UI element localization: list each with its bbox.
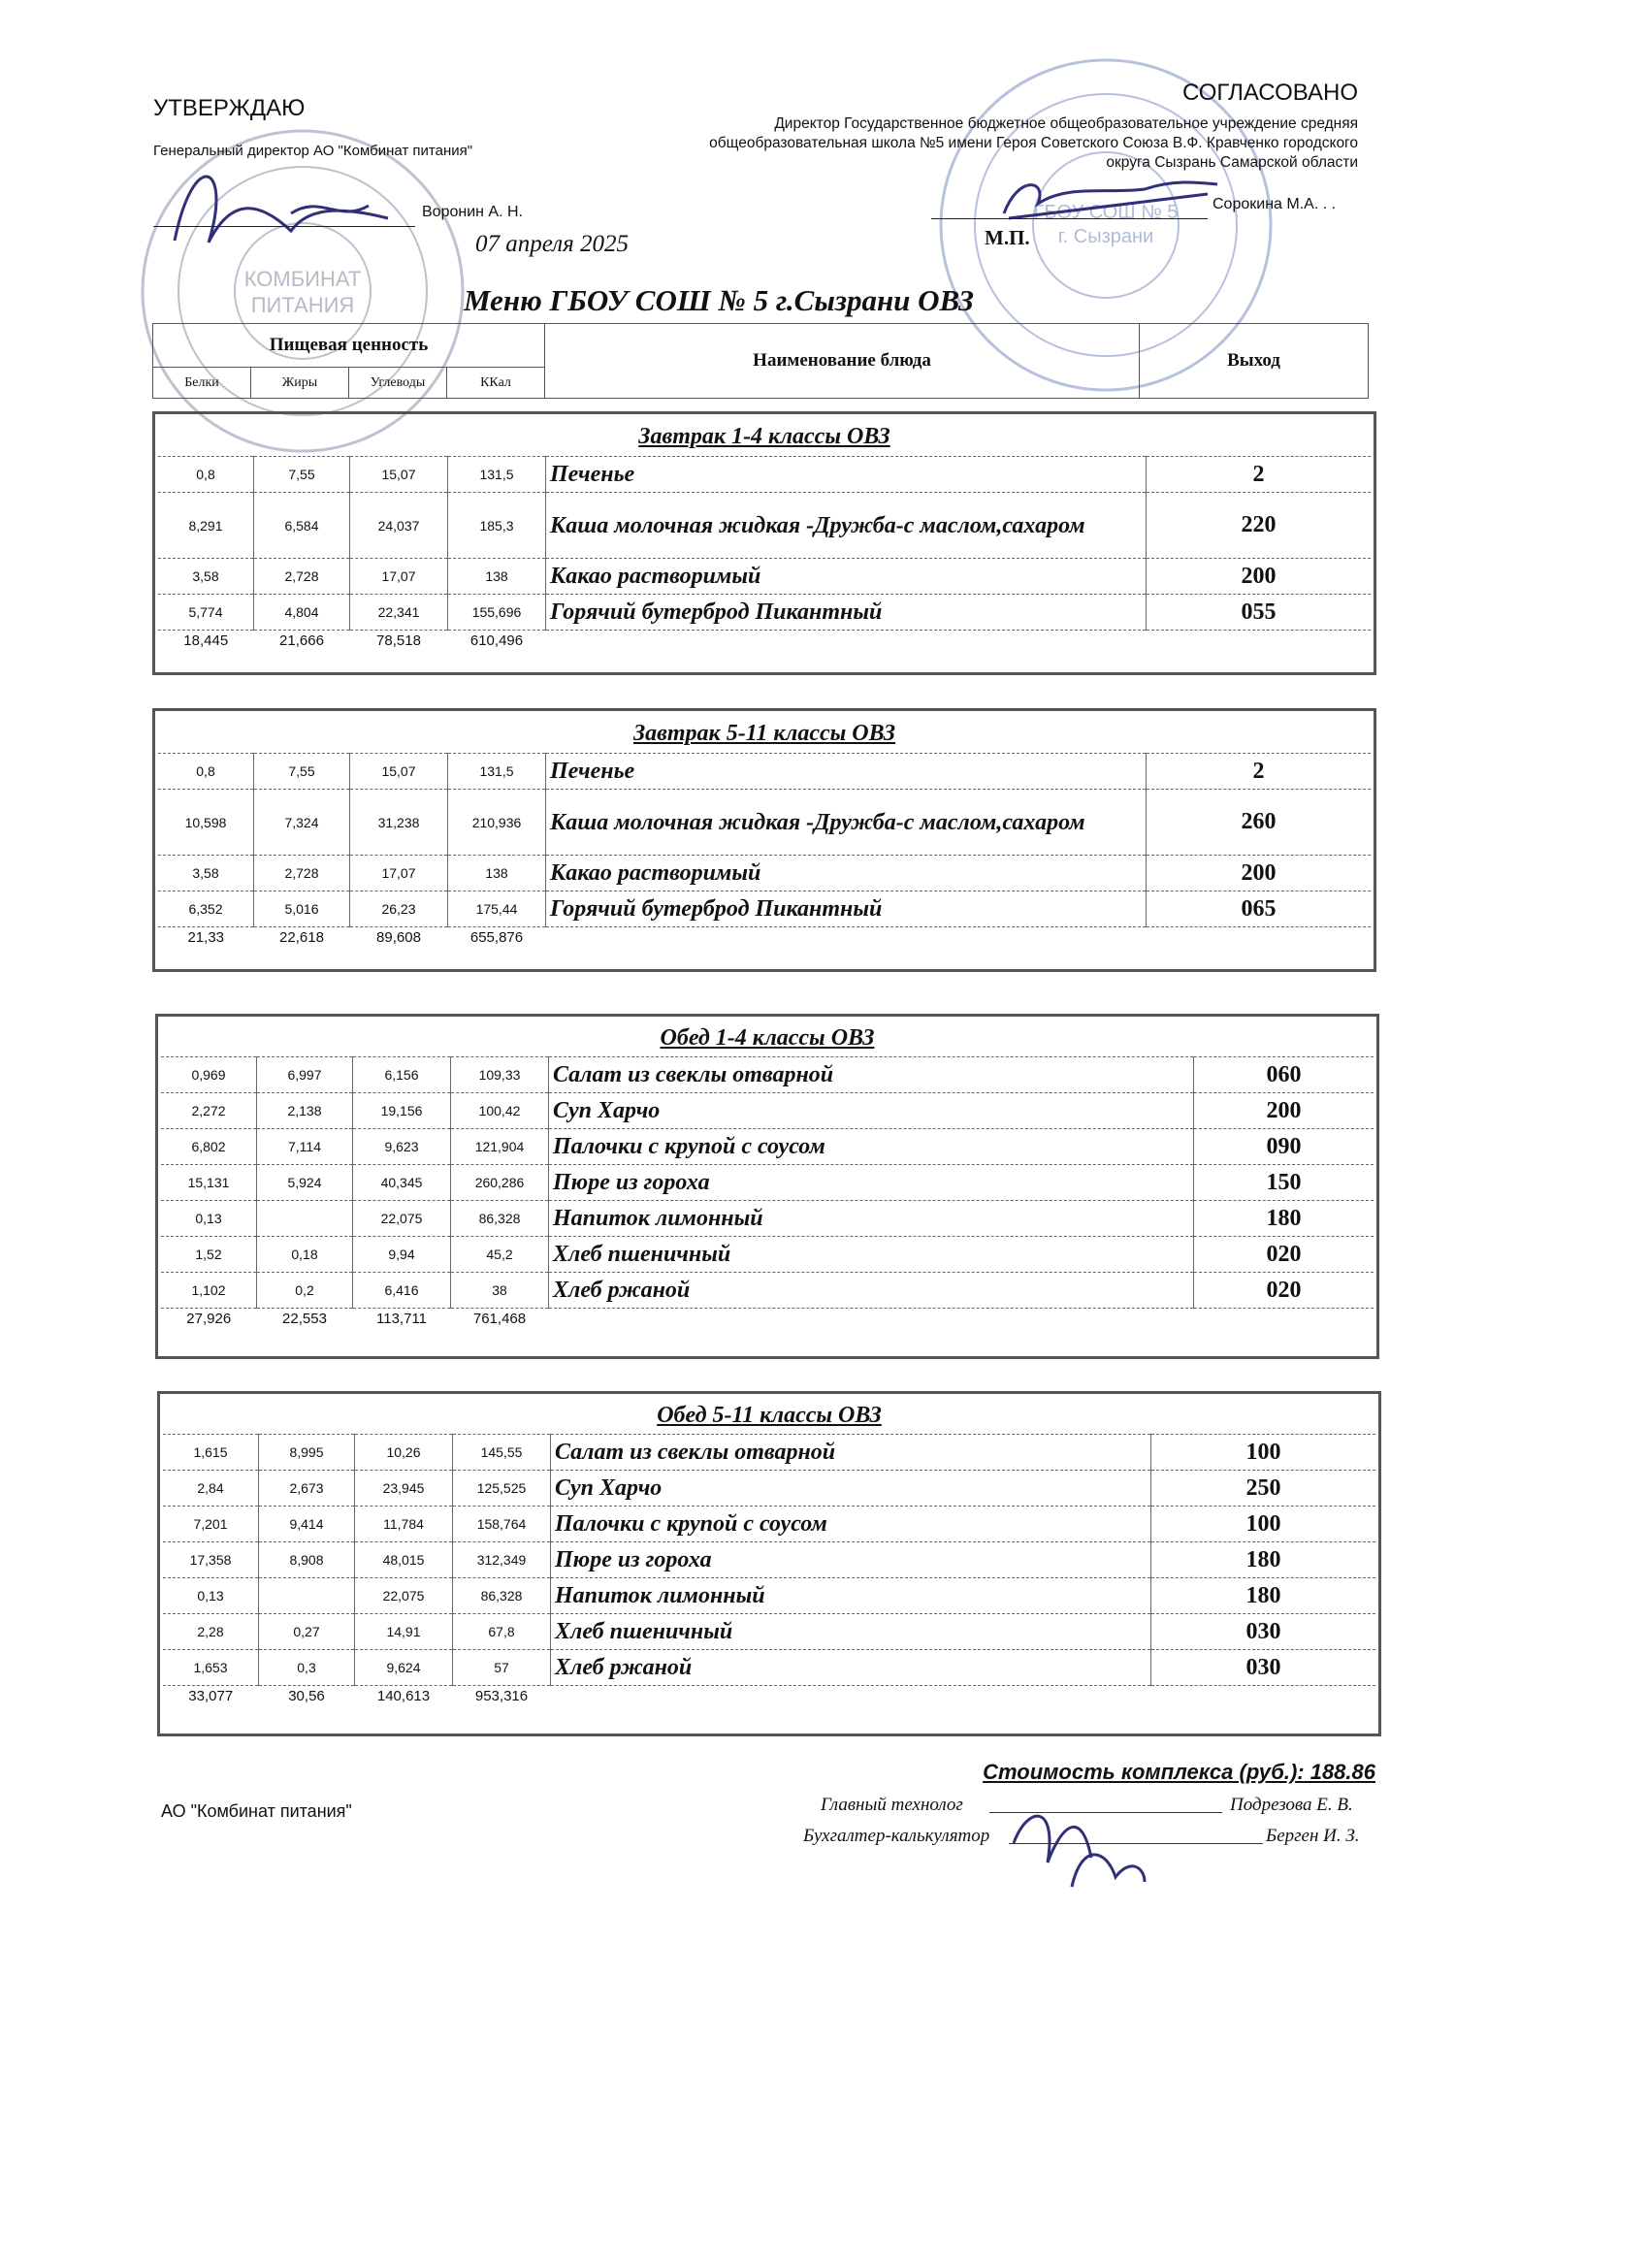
fat-cell: 9,414	[259, 1507, 355, 1542]
total-kcal: 761,468	[472, 1311, 527, 1328]
chief-technologist-label: Главный технолог	[821, 1795, 963, 1815]
output-cell: 220	[1147, 493, 1372, 559]
kcal-cell: 86,328	[453, 1578, 551, 1614]
table-row	[163, 1435, 1375, 1471]
dish-cell: Горячий бутерброд Пикантный	[546, 595, 1147, 631]
protein-cell: 8,291	[158, 493, 254, 559]
section-table	[163, 1397, 1375, 1707]
dish-cell: Хлеб пшеничный	[551, 1614, 1151, 1650]
carbs-cell: 6,156	[353, 1057, 451, 1093]
kcal-cell: 138	[448, 559, 546, 595]
output-cell: 060	[1194, 1057, 1374, 1093]
agree-title: СОГЛАСОВАНО	[1181, 80, 1358, 106]
table-row	[163, 1542, 1375, 1578]
carbs-cell: 48,015	[355, 1542, 453, 1578]
protein-cell: 2,28	[163, 1614, 259, 1650]
fat-cell: 7,55	[254, 457, 350, 493]
table-row	[161, 1273, 1374, 1309]
complex-cost: Стоимость комплекса (руб.): 188.86	[983, 1760, 1375, 1784]
approve-signature-line	[153, 226, 415, 227]
output-cell: 180	[1151, 1542, 1376, 1578]
total-protein: 18,445	[183, 632, 229, 650]
dish-cell: Палочки с крупой с соусом	[551, 1507, 1151, 1542]
svg-text:ГБОУ СОШ № 5: ГБОУ СОШ № 5	[1033, 202, 1179, 223]
output-cell: 260	[1147, 790, 1372, 856]
kcal-cell: 38	[451, 1273, 549, 1309]
approve-title: УТВЕРЖДАЮ	[153, 95, 306, 121]
carbs-cell: 22,075	[353, 1201, 451, 1237]
section-title: Завтрак 1-4 классы ОВЗ	[158, 417, 1371, 457]
protein-cell: 1,52	[161, 1237, 257, 1273]
dish-cell: Горячий бутерброд Пикантный	[546, 891, 1147, 927]
output-cell: 030	[1151, 1650, 1376, 1686]
carbs-cell: 17,07	[350, 559, 448, 595]
fat-cell: 2,673	[259, 1471, 355, 1507]
table-row	[158, 891, 1371, 927]
svg-text:КОМБИНАТ: КОМБИНАТ	[243, 267, 362, 291]
output-cell: 100	[1151, 1435, 1376, 1471]
fat-cell: 4,804	[254, 595, 350, 631]
table-row	[163, 1507, 1375, 1542]
agree-position: Директор Государственное бюджетное общеобразовательное учреждение средняя общеобразовательная школа №5 имени Героя Советского Союза В.Ф. Кравченко городского округа Сызрань Самарской области	[709, 115, 1358, 171]
fat-cell: 8,908	[259, 1542, 355, 1578]
director-signature	[175, 177, 388, 243]
table-row	[158, 457, 1371, 493]
total-protein: 33,077	[188, 1688, 234, 1705]
kcal-cell: 175,44	[448, 891, 546, 927]
carbs-cell: 31,238	[350, 790, 448, 856]
output-cell: 2	[1147, 457, 1372, 493]
accountant-label: Бухгалтер-калькулятор	[803, 1826, 990, 1846]
kcal-cell: 260,286	[451, 1165, 549, 1201]
dish-cell: Хлеб ржаной	[549, 1273, 1194, 1309]
carbs-cell: 22,341	[350, 595, 448, 631]
kcal-cell: 131,5	[448, 457, 546, 493]
section-lunch-5-11	[157, 1391, 1381, 1736]
left-stamp	[143, 131, 463, 451]
protein-cell: 0,969	[161, 1057, 257, 1093]
fat-cell: 7,324	[254, 790, 350, 856]
total-fat: 22,618	[279, 929, 324, 947]
kcal-cell: 100,42	[451, 1093, 549, 1129]
output-cell: 100	[1151, 1507, 1376, 1542]
accountant-line	[1009, 1843, 1263, 1844]
output-cell: 030	[1151, 1614, 1376, 1650]
output-cell: 200	[1194, 1093, 1374, 1129]
carbs-cell: 11,784	[355, 1507, 453, 1542]
approve-name: Воронин А. Н.	[422, 204, 523, 220]
dish-cell: Печенье	[546, 754, 1147, 790]
kcal-cell: 158,764	[453, 1507, 551, 1542]
nutrition-header: Пищевая ценность	[153, 324, 545, 368]
table-row	[163, 1578, 1375, 1614]
total-carbs: 113,711	[376, 1311, 427, 1328]
carbs-cell: 6,416	[353, 1273, 451, 1309]
section-title: Завтрак 5-11 классы ОВЗ	[158, 714, 1371, 754]
kcal-cell: 131,5	[448, 754, 546, 790]
kcal-cell: 86,328	[451, 1201, 549, 1237]
carbs-cell: 17,07	[350, 856, 448, 891]
section-table	[161, 1020, 1374, 1330]
total-kcal: 610,496	[469, 632, 524, 650]
total-protein: 27,926	[186, 1311, 232, 1328]
table-row	[158, 754, 1371, 790]
agree-signature-line	[931, 218, 1208, 219]
carbs-cell: 24,037	[350, 493, 448, 559]
output-cell: 090	[1194, 1129, 1374, 1165]
carbs-cell: 10,26	[355, 1435, 453, 1471]
total-carbs: 89,608	[376, 929, 421, 947]
kcal-cell: 45,2	[451, 1237, 549, 1273]
section-lunch-1-4	[155, 1014, 1379, 1359]
output-header: Выход	[1140, 324, 1369, 399]
svg-text:г. Сызрани: г. Сызрани	[1057, 226, 1154, 247]
dish-cell: Хлеб пшеничный	[549, 1237, 1194, 1273]
svg-text:ПИТАНИЯ: ПИТАНИЯ	[250, 293, 355, 317]
fat-cell: 0,3	[259, 1650, 355, 1686]
carbs-cell: 40,345	[353, 1165, 451, 1201]
fat-cell: 6,584	[254, 493, 350, 559]
kcal-cell: 138	[448, 856, 546, 891]
protein-cell: 2,84	[163, 1471, 259, 1507]
fat-cell: 0,27	[259, 1614, 355, 1650]
table-row	[161, 1129, 1374, 1165]
fat-cell: 2,138	[257, 1093, 353, 1129]
carbs-cell: 22,075	[355, 1578, 453, 1614]
fat-cell	[259, 1578, 355, 1614]
carbs-cell: 14,91	[355, 1614, 453, 1650]
kcal-cell: 67,8	[453, 1614, 551, 1650]
dish-cell: Напиток лимонный	[551, 1578, 1151, 1614]
protein-cell: 15,131	[161, 1165, 257, 1201]
carbs-cell: 15,07	[350, 754, 448, 790]
footer-signatures	[1014, 1816, 1145, 1887]
dish-cell: Пюре из гороха	[549, 1165, 1194, 1201]
total-row	[158, 631, 1371, 652]
kcal-cell: 185,3	[448, 493, 546, 559]
kcal-cell: 125,525	[453, 1471, 551, 1507]
protein-cell: 1,102	[161, 1273, 257, 1309]
table-row	[158, 595, 1371, 631]
fat-cell: 5,016	[254, 891, 350, 927]
output-cell: 020	[1194, 1273, 1374, 1309]
protein-cell: 0,13	[161, 1201, 257, 1237]
table-row	[163, 1471, 1375, 1507]
kcal-header: ККал	[447, 368, 545, 399]
table-row	[158, 559, 1371, 595]
carbs-cell: 26,23	[350, 891, 448, 927]
total-row	[163, 1686, 1375, 1707]
table-row	[163, 1650, 1375, 1686]
total-fat: 21,666	[279, 632, 324, 650]
dish-cell: Салат из свеклы отварной	[551, 1435, 1151, 1471]
total-carbs: 140,613	[376, 1688, 431, 1705]
total-fat: 22,553	[282, 1311, 327, 1328]
protein-cell: 0,13	[163, 1578, 259, 1614]
carbs-cell: 19,156	[353, 1093, 451, 1129]
total-kcal: 655,876	[469, 929, 524, 947]
table-row	[158, 790, 1371, 856]
approve-position: Генеральный директор АО "Комбинат питания"	[153, 143, 473, 159]
section-table	[158, 417, 1371, 652]
dish-cell: Какао растворимый	[546, 559, 1147, 595]
output-cell: 020	[1194, 1237, 1374, 1273]
fat-cell: 7,55	[254, 754, 350, 790]
fat-cell: 8,995	[259, 1435, 355, 1471]
kcal-cell: 121,904	[451, 1129, 549, 1165]
section-table	[158, 714, 1371, 949]
output-cell: 200	[1147, 856, 1372, 891]
protein-cell: 3,58	[158, 559, 254, 595]
kcal-cell: 145,55	[453, 1435, 551, 1471]
protein-cell: 2,272	[161, 1093, 257, 1129]
table-row	[158, 856, 1371, 891]
dish-cell: Каша молочная жидкая -Дружба-с маслом,сахаром	[546, 493, 1147, 559]
dish-cell: Напиток лимонный	[549, 1201, 1194, 1237]
output-cell: 180	[1151, 1578, 1376, 1614]
fat-cell: 6,997	[257, 1057, 353, 1093]
carbs-cell: 9,624	[355, 1650, 453, 1686]
dish-cell: Какао растворимый	[546, 856, 1147, 891]
output-cell: 150	[1194, 1165, 1374, 1201]
protein-cell: 1,615	[163, 1435, 259, 1471]
table-row	[161, 1237, 1374, 1273]
dish-cell: Суп Харчо	[551, 1471, 1151, 1507]
carbs-cell: 9,623	[353, 1129, 451, 1165]
fat-cell: 2,728	[254, 856, 350, 891]
protein-cell: 7,201	[163, 1507, 259, 1542]
carbs-cell: 23,945	[355, 1471, 453, 1507]
protein-cell: 10,598	[158, 790, 254, 856]
protein-cell: 17,358	[163, 1542, 259, 1578]
output-cell: 200	[1147, 559, 1372, 595]
dish-cell: Хлеб ржаной	[551, 1650, 1151, 1686]
kcal-cell: 312,349	[453, 1542, 551, 1578]
fat-cell: 5,924	[257, 1165, 353, 1201]
dish-cell: Салат из свеклы отварной	[549, 1057, 1194, 1093]
protein-cell: 6,802	[161, 1129, 257, 1165]
output-cell: 180	[1194, 1201, 1374, 1237]
protein-cell: 5,774	[158, 595, 254, 631]
carbs-cell: 15,07	[350, 457, 448, 493]
dish-header: Наименование блюда	[545, 324, 1140, 399]
total-row	[158, 927, 1371, 949]
total-fat: 30,56	[288, 1688, 325, 1705]
section-title: Обед 5-11 классы ОВЗ	[163, 1397, 1375, 1435]
dish-cell: Пюре из гороха	[551, 1542, 1151, 1578]
fat-cell: 7,114	[257, 1129, 353, 1165]
protein-cell: 3,58	[158, 856, 254, 891]
table-row	[161, 1165, 1374, 1201]
dish-cell: Палочки с крупой с соусом	[549, 1129, 1194, 1165]
protein-cell: 6,352	[158, 891, 254, 927]
menu-title: Меню ГБОУ СОШ № 5 г.Сызрани ОВЗ	[464, 283, 974, 317]
total-row	[161, 1309, 1374, 1330]
protein-cell: 0,8	[158, 457, 254, 493]
table-row	[161, 1093, 1374, 1129]
protein-header: Белки	[153, 368, 251, 399]
fat-cell: 2,728	[254, 559, 350, 595]
agree-name: Сорокина М.А. . .	[1212, 196, 1337, 212]
table-row	[161, 1201, 1374, 1237]
chief-technologist-line	[989, 1812, 1222, 1813]
output-cell: 2	[1147, 754, 1372, 790]
carbs-header: Углеводы	[349, 368, 447, 399]
table-row	[163, 1614, 1375, 1650]
output-cell: 055	[1147, 595, 1372, 631]
accountant-name: Берген И. З.	[1266, 1826, 1360, 1846]
output-cell: 065	[1147, 891, 1372, 927]
dish-cell: Печенье	[546, 457, 1147, 493]
total-carbs: 78,518	[376, 632, 421, 650]
section-title: Обед 1-4 классы ОВЗ	[161, 1020, 1374, 1057]
fat-cell: 0,2	[257, 1273, 353, 1309]
total-protein: 21,33	[187, 929, 225, 947]
total-kcal: 953,316	[474, 1688, 529, 1705]
carbs-cell: 9,94	[353, 1237, 451, 1273]
document-date: 07 апреля 2025	[475, 231, 629, 257]
kcal-cell: 210,936	[448, 790, 546, 856]
output-cell: 250	[1151, 1471, 1376, 1507]
table-row	[158, 493, 1371, 559]
section-breakfast-1-4	[152, 411, 1376, 675]
kcal-cell: 57	[453, 1650, 551, 1686]
protein-cell: 0,8	[158, 754, 254, 790]
dish-cell: Суп Харчо	[549, 1093, 1194, 1129]
section-breakfast-5-11	[152, 708, 1376, 972]
stamp-place-label: М.П.	[985, 226, 1030, 249]
dish-cell: Каша молочная жидкая -Дружба-с маслом,сахаром	[546, 790, 1147, 856]
fat-cell: 0,18	[257, 1237, 353, 1273]
kcal-cell: 109,33	[451, 1057, 549, 1093]
company-name: АО "Комбинат питания"	[161, 1801, 352, 1821]
fat-cell	[257, 1201, 353, 1237]
fat-header: Жиры	[251, 368, 349, 399]
protein-cell: 1,653	[163, 1650, 259, 1686]
kcal-cell: 155,696	[448, 595, 546, 631]
table-row	[161, 1057, 1374, 1093]
chief-technologist-name: Подрезова Е. В.	[1230, 1795, 1353, 1815]
column-header-table	[152, 323, 1369, 399]
